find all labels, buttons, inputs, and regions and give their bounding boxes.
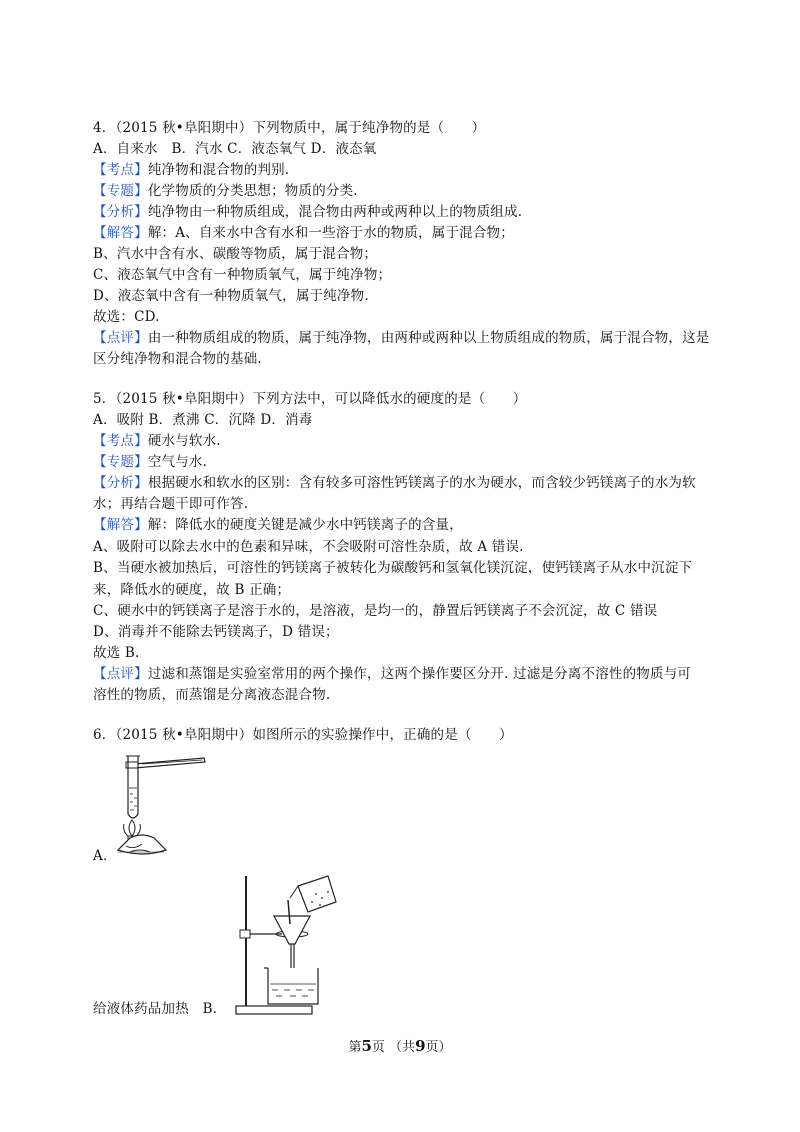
q5-fenxi-tag: 【分析】	[93, 475, 148, 491]
q4-fenxi-text: 纯净物由一种物质组成，混合物由两种或两种以上的物质组成.	[147, 204, 523, 220]
q5-line-b2: 来，降低水的硬度，故 B 正确；	[93, 582, 291, 598]
q5-dianping-2: 溶性的物质，而蒸馏是分离液态混合物.	[93, 687, 331, 703]
q5-line-b: B、当硬水被加热后，可溶性的钙镁离子被转化为碳酸钙和氢氧化镁沉淀，使钙镁离子从水中沉淀下	[93, 560, 693, 576]
q5-choose: 故选 B.	[93, 645, 140, 661]
q5-stem: 5．（2015 秋•阜阳期中）下列方法中，可以降低水的硬度的是（ ）	[93, 391, 527, 407]
q4-fenxi-tag: 【分析】	[93, 204, 148, 220]
q5-kaodian-text: 硬水与软水.	[147, 433, 221, 449]
page-footer	[0, 1036, 800, 1058]
q4-kaodian	[93, 160, 289, 180]
q5-line-a: A、吸附可以除去水中的色素和异味，不会吸附可溶性杂质，故 A 错误.	[93, 539, 524, 555]
q5-fenxi	[93, 473, 696, 493]
filtration-apparatus-figure	[232, 872, 342, 1022]
q5-fenxi-2: 水；再结合题干即可作答.	[93, 496, 249, 512]
footer-middle: 页 （共	[371, 1040, 416, 1055]
q4-dianping-tag: 【点评】	[93, 330, 148, 346]
q5-dianping-text: 过滤和蒸馏是实验室常用的两个操作，这两个操作要区分开. 过滤是分离不溶性的物质与可	[147, 666, 692, 682]
footer-page-number: 5	[361, 1037, 372, 1055]
q4-kaodian-tag: 【考点】	[93, 162, 148, 178]
footer-total-pages: 9	[415, 1037, 426, 1055]
footer-suffix: 页）	[425, 1040, 452, 1055]
q5-jieda	[93, 515, 463, 535]
q5-kaodian	[93, 431, 221, 451]
q4-line-b: B、汽水中含有水、碳酸等物质，属于混合物；	[93, 246, 378, 262]
q5-fenxi-text: 根据硬水和软水的区别：含有较多可溶性钙镁离子的水为硬水，而含较少钙镁离子的水为软	[147, 475, 696, 491]
q4-choose: 故选：CD.	[93, 309, 160, 325]
q4-dianping-2: 区分纯净物和混合物的基础.	[93, 351, 262, 367]
q5-line-d: D、消毒并不能除去钙镁离子，D 错误；	[93, 624, 339, 640]
q4-dianping-text: 由一种物质组成的物质，属于纯净物，由两种或两种以上物质组成的物质，属于混合物，这是	[147, 330, 710, 346]
q5-jieda-tag: 【解答】	[93, 517, 148, 533]
q5-zhuanti-text: 空气与水.	[147, 454, 208, 470]
q4-line-c: C、液态氧气中含有一种物质氧气，属于纯净物；	[93, 267, 392, 283]
q4-jieda-text: 解：A、自来水中含有水和一些溶于水的物质，属于混合物；	[147, 225, 514, 241]
q4-zhuanti-tag: 【专题】	[93, 183, 148, 199]
q6-caption-a-b: 给液体药品加热 B．	[93, 1001, 227, 1017]
q6-option-a: A．	[93, 848, 117, 864]
q4-jieda	[93, 223, 514, 243]
q4-stem: 4．（2015 秋•阜阳期中）下列物质中，属于纯净物的是（ ）	[93, 120, 486, 136]
q5-line-c: C、硬水中的钙镁离子是溶于水的，是溶液，是均一的，静置后钙镁离子不会沉淀，故 C 错误	[93, 603, 658, 619]
q4-kaodian-text: 纯净物和混合物的判别.	[147, 162, 290, 178]
q5-dianping	[93, 664, 691, 684]
q5-dianping-tag: 【点评】	[93, 666, 148, 682]
test-tube-heating-figure	[112, 752, 212, 860]
q6-stem: 6．（2015 秋•阜阳期中）如图所示的实验操作中，正确的是（ ）	[93, 727, 513, 743]
q5-kaodian-tag: 【考点】	[93, 433, 148, 449]
q4-zhuanti	[93, 181, 358, 201]
q4-options: A．自来水 B．汽水 C．液态氧气 D．液态氧	[93, 141, 377, 157]
q5-zhuanti-tag: 【专题】	[93, 454, 148, 470]
q4-fenxi	[93, 202, 522, 222]
q4-zhuanti-text: 化学物质的分类思想；物质的分类.	[147, 183, 358, 199]
footer-prefix: 第	[348, 1040, 362, 1055]
q5-options: A．吸附 B．煮沸 C．沉降 D．消毒	[93, 412, 313, 428]
q4-line-d: D、液态氧中含有一种物质氧气，属于纯净物.	[93, 288, 369, 304]
q5-jieda-text: 解：降低水的硬度关键是减少水中钙镁离子的含量，	[147, 517, 463, 533]
q4-dianping	[93, 328, 710, 348]
q4-jieda-tag: 【解答】	[93, 225, 148, 241]
q5-zhuanti	[93, 452, 207, 472]
